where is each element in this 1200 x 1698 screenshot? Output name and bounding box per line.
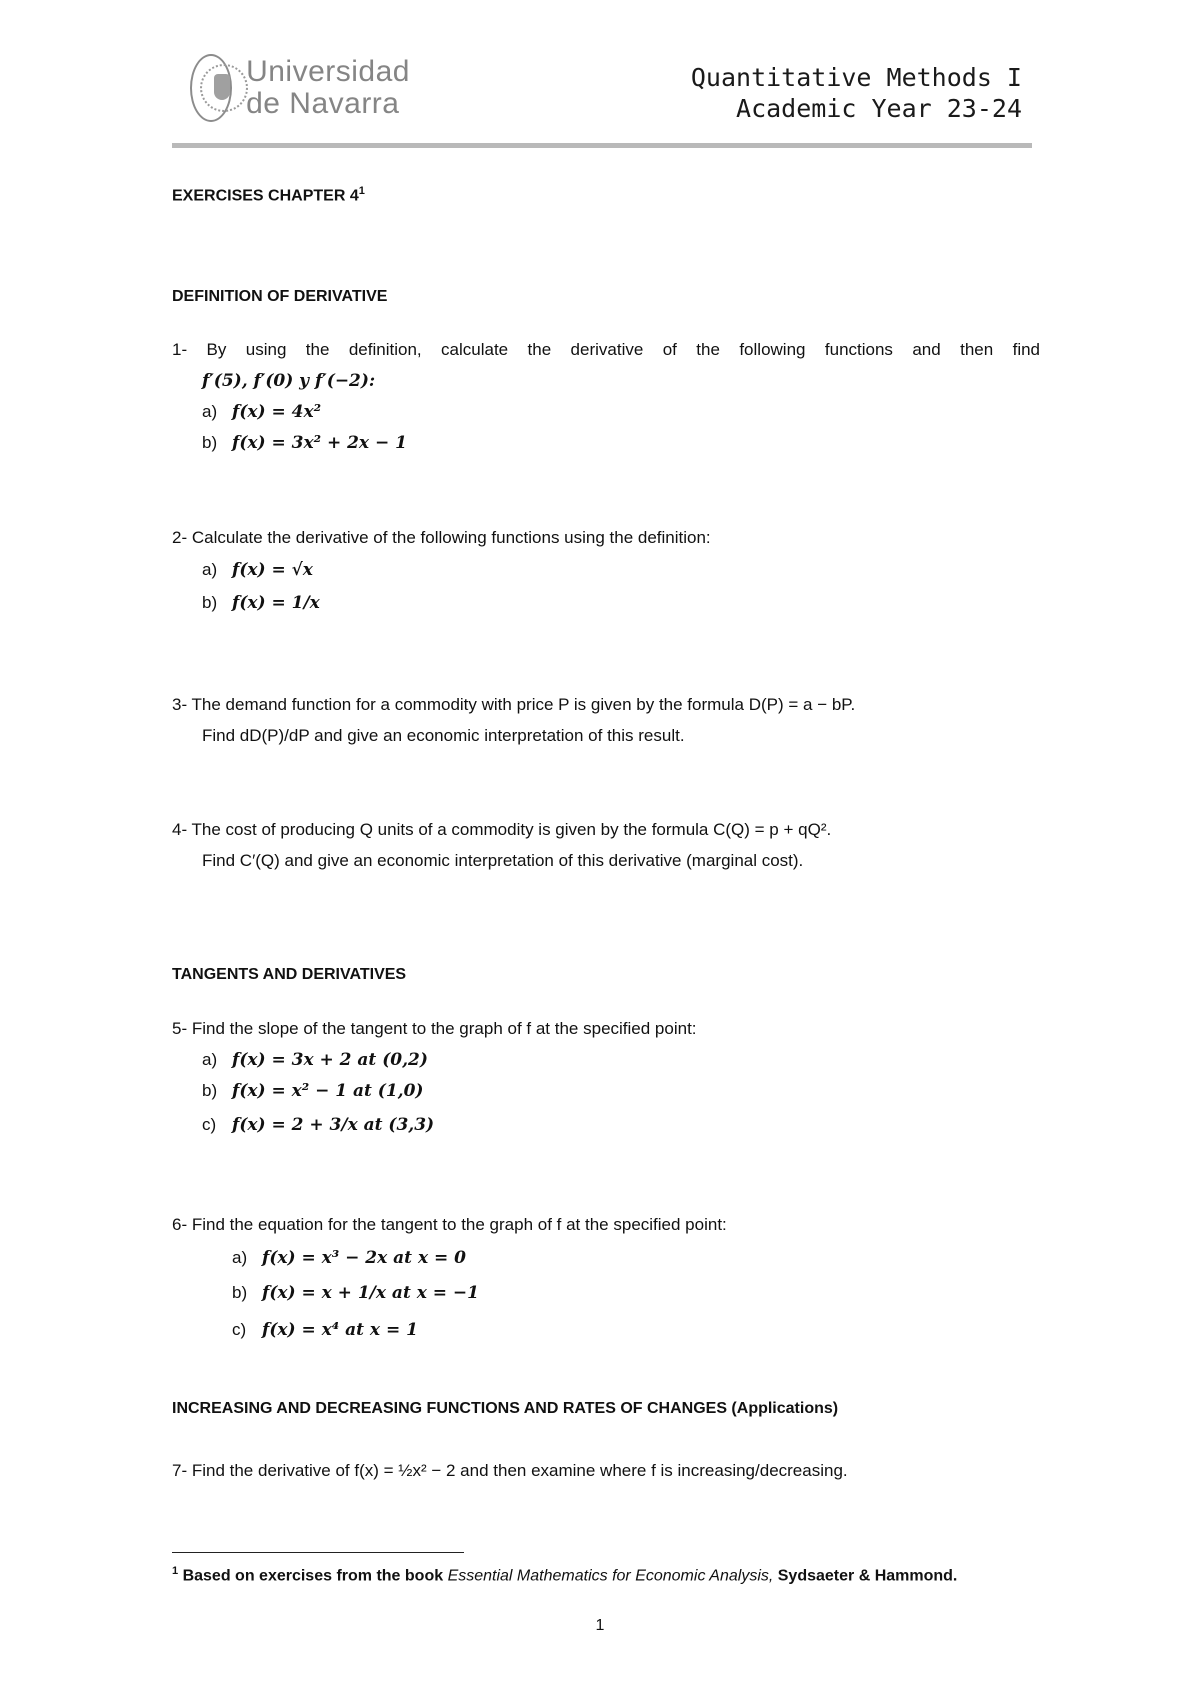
- footnote-mark: 1: [172, 1565, 179, 1577]
- logo-line-2: de Navarra: [246, 87, 400, 120]
- exercise-2-statement: 2- Calculate the derivative of the following functions using the definition:: [172, 528, 711, 547]
- exercise-5a: [202, 1045, 428, 1075]
- exercise-3-question: Find dD(P)/dP and give an economic interpretation of this result.: [202, 726, 685, 745]
- footnote-book-title: Essential Mathematics for Economic Analysis,: [447, 1567, 774, 1585]
- exercise-5a-label: a): [202, 1050, 218, 1069]
- exercise-6c-label: c): [232, 1320, 247, 1339]
- section-heading-definition: DEFINITION OF DERIVATIVE: [172, 288, 388, 305]
- exercise-6c-formula: f(x) = x⁴ at x = 1: [262, 1320, 418, 1340]
- exercise-1a-formula: f(x) = 4x²: [232, 402, 322, 422]
- university-seal-icon: [190, 54, 232, 122]
- exercise-5c: [202, 1110, 434, 1140]
- course-title: Quantitative Methods I: [690, 63, 1022, 92]
- exercise-2a: [202, 555, 313, 585]
- exercise-6b: [232, 1278, 479, 1308]
- exercise-6c: [232, 1315, 418, 1345]
- exercise-6a-label: a): [232, 1248, 248, 1267]
- exercise-7-statement: 7- Find the derivative of f(x) = ½x² − 2 and then examine where f is increasing/decreasing.: [172, 1461, 848, 1480]
- exercise-1-evaluate-points: [202, 366, 375, 396]
- exercise-1b: [202, 428, 407, 458]
- exercise-5b: [202, 1076, 423, 1106]
- exercise-6a-formula: f(x) = x³ − 2x at x = 0: [262, 1248, 466, 1268]
- exercise-6b-formula: f(x) = x + 1/x at x = −1: [262, 1283, 479, 1303]
- exercise-2b: [202, 588, 320, 618]
- exercise-5b-formula: f(x) = x² − 1 at (1,0): [232, 1081, 424, 1101]
- exercise-6b-label: b): [232, 1283, 248, 1302]
- exercise-5a-formula: f(x) = 3x + 2 at (0,2): [232, 1050, 428, 1070]
- exercise-1-statement: 1- By using the definition, calculate the derivative of the following functions and then find: [172, 340, 1040, 359]
- exercise-2a-label: a): [202, 560, 218, 579]
- exercise-5b-label: b): [202, 1081, 218, 1100]
- logo-text: [246, 56, 410, 120]
- exercise-5c-formula: f(x) = 2 + 3/x at (3,3): [232, 1115, 435, 1135]
- academic-year: Academic Year 23-24: [736, 94, 1022, 123]
- footnote-authors: Sydsaeter & Hammond.: [773, 1567, 958, 1585]
- exercise-1a: [202, 397, 321, 427]
- exercise-1b-label: b): [202, 433, 218, 452]
- footnote: [172, 1565, 957, 1585]
- exercise-6-statement: 6- Find the equation for the tangent to the graph of f at the specified point:: [172, 1215, 727, 1234]
- course-header: [691, 62, 1022, 124]
- section-heading-increasing: INCREASING AND DECREASING FUNCTIONS AND RATES OF CHANGES (Applications): [172, 1400, 839, 1417]
- chapter-title: [172, 185, 365, 205]
- exercise-1b-formula: f(x) = 3x² + 2x − 1: [232, 433, 407, 453]
- footnote-divider: [172, 1552, 464, 1553]
- chapter-title-text: EXERCISES CHAPTER 4: [172, 187, 359, 205]
- exercise-4-question: Find C′(Q) and give an economic interpretation of this derivative (marginal cost).: [202, 851, 804, 870]
- section-heading-tangents: TANGENTS AND DERIVATIVES: [172, 966, 407, 983]
- logo-line-1: Universidad: [246, 55, 410, 88]
- header-divider: [172, 143, 1032, 148]
- exercise-5-statement: 5- Find the slope of the tangent to the graph of f at the specified point:: [172, 1019, 697, 1038]
- exercise-6a: [232, 1243, 466, 1273]
- exercise-2a-formula: f(x) = √x: [232, 560, 313, 580]
- exercise-4-statement: 4- The cost of producing Q units of a commodity is given by the formula C(Q) = p + qQ².: [172, 820, 832, 839]
- page-number: 1: [595, 1617, 605, 1634]
- exercise-3-statement: 3- The demand function for a commodity with price P is given by the formula D(P) = a − bP.: [172, 695, 856, 714]
- exercise-1-points: f′(5), f′(0) y f′(−2):: [202, 371, 376, 391]
- exercise-1a-label: a): [202, 402, 218, 421]
- exercise-2b-label: b): [202, 593, 218, 612]
- chapter-footnote-mark: 1: [358, 185, 365, 197]
- footnote-prefix: Based on exercises from the book: [182, 1567, 448, 1585]
- exercise-5c-label: c): [202, 1115, 217, 1134]
- exercise-2b-formula: f(x) = 1/x: [232, 593, 320, 613]
- university-logo: [190, 50, 410, 126]
